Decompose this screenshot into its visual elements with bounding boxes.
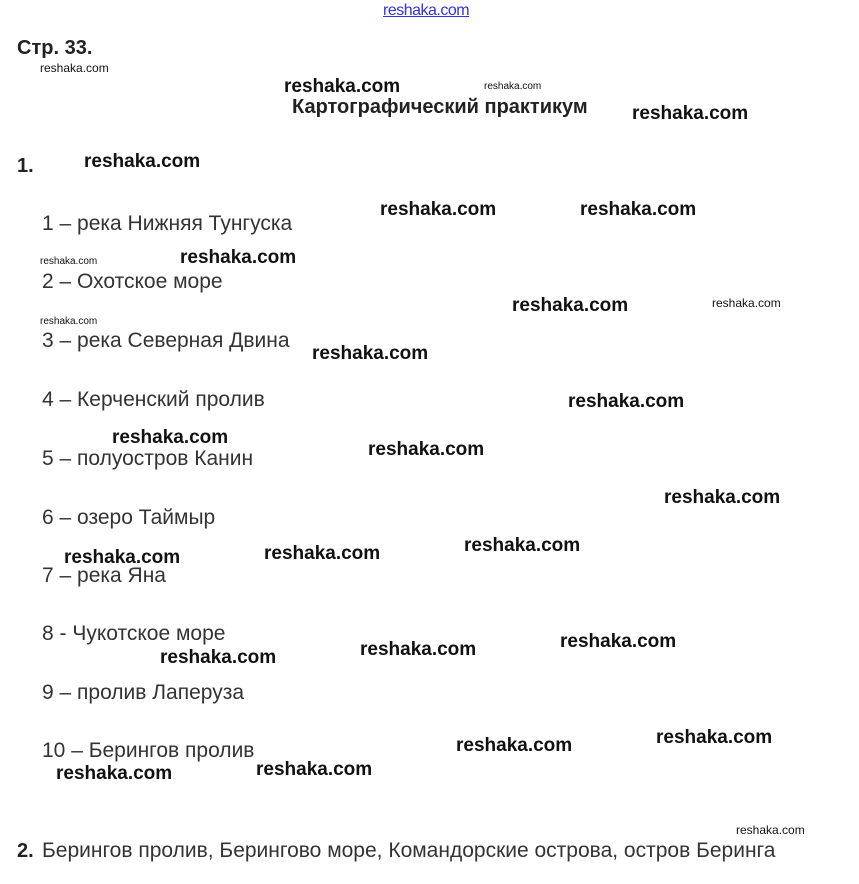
watermark: reshaka.com [512,295,629,316]
watermark: reshaka.com [712,296,781,310]
answer-item: 9 – пролив Лаперуза [42,681,245,704]
watermark: reshaka.com [56,763,173,784]
watermark: reshaka.com [40,316,98,327]
watermark: reshaka.com [456,735,573,756]
watermark: reshaka.com [568,391,685,412]
watermark: reshaka.com [112,427,229,448]
answer-item: 2 – Охотское море [42,270,223,293]
watermark: reshaka.com [84,151,201,172]
answer-item: 4 – Керченский пролив [42,388,265,411]
watermark: reshaka.com [368,439,485,460]
task-2-number: 2. [17,840,34,862]
site-link[interactable]: reshaka.com [383,2,470,19]
watermark: reshaka.com [464,535,581,556]
watermark: reshaka.com [560,631,677,652]
watermark: reshaka.com [360,639,477,660]
page-label: Стр. 33. [17,37,93,59]
watermark: reshaka.com [160,647,277,668]
watermark: reshaka.com [580,199,697,220]
watermark: reshaka.com [736,823,805,837]
watermark: reshaka.com [632,103,749,124]
answer-item: 3 – река Северная Двина [42,329,290,352]
watermark: reshaka.com [656,727,773,748]
answer-item: 6 – озеро Таймыр [42,506,216,529]
watermark: reshaka.com [40,256,98,267]
watermark: reshaka.com [484,81,542,92]
watermark: reshaka.com [284,76,401,97]
answer-item: 1 – река Нижняя Тунгуска [42,212,293,235]
watermark: reshaka.com [312,343,429,364]
answer-item: 7 – река Яна [42,564,166,587]
watermark: reshaka.com [64,547,181,568]
task-1-number: 1. [17,155,34,177]
page-title: Картографический практикум [292,96,588,118]
watermark: reshaka.com [380,199,497,220]
watermark: reshaka.com [40,61,109,75]
answer-item: 10 – Берингов пролив [42,739,255,762]
answer-item: 5 – полуостров Канин [42,447,254,470]
watermark: reshaka.com [180,247,297,268]
watermark: reshaka.com [256,759,373,780]
task-2-answer: Берингов пролив, Берингово море, Командорские острова, остров Беринга [42,839,776,862]
watermark: reshaka.com [264,543,381,564]
answer-item: 8 - Чукотское море [42,622,226,645]
watermark: reshaka.com [664,487,781,508]
